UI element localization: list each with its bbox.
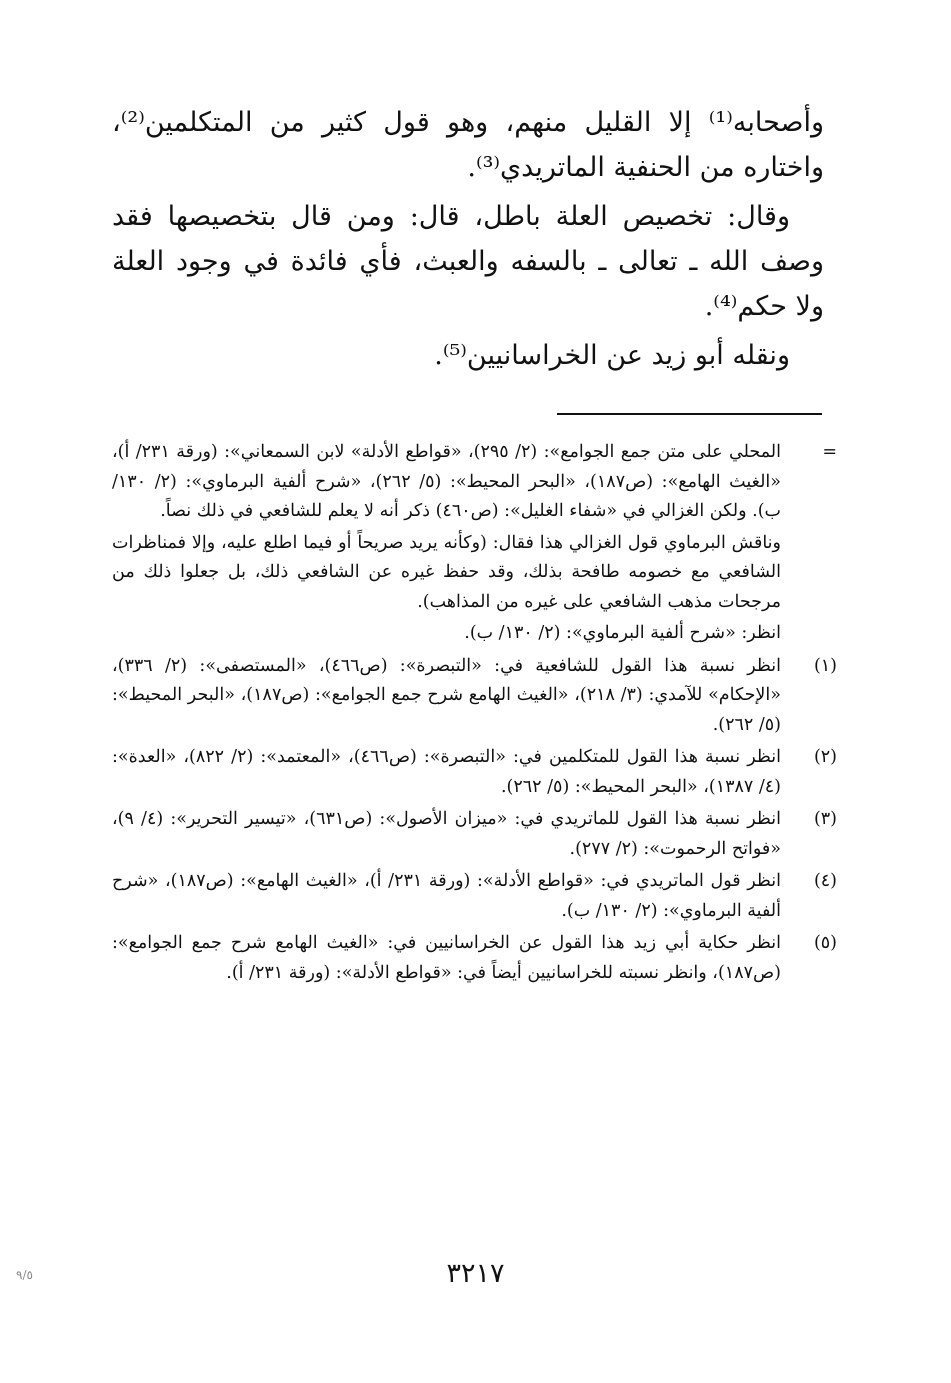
footnote-body [112, 805, 781, 864]
footnotes [112, 438, 837, 991]
main-paragraph-3: ونقله أبو زيد عن الخراسانيين⁽⁵⁾. [434, 340, 790, 371]
footnote-1 [112, 652, 837, 741]
footnote-body [112, 743, 781, 802]
footnote-text: المحلي على متن جمع الجوامع»: (٢/ ٢٩٥)، «قواطع الأدلة» لابن السمعاني»: (ورقة ٢٣١/ أ)، «الغيث الهامع»: (ص١٨٧)، «البحر المحيط»: (٥/ ٢٦٢)، «شرح ألفية البرماوي»: (٢/ ١٣٠/ ب). ولكن الغزالي في «شفاء الغليل»: (ص٤٦٠) ذكر أنه لا يعلم للشافعي في ذلك نصاً. [112, 442, 782, 521]
main-paragraph-2: وقال: تخصيص العلة باطل، قال: ومن قال بتخصيصها فقد وصف الله ـ تعالى ـ بالسفه والعبث، فأي فائدة في وجود العلة ولا حكم⁽⁴⁾. [112, 201, 824, 322]
footnote-marker: (٤) [813, 871, 837, 891]
margin-mark: ٩/٥ [16, 1268, 33, 1282]
footnote-body [112, 652, 781, 741]
main-paragraph-1: وأصحابه⁽¹⁾ إلا القليل منهم، وهو قول كثير من المتكلمين⁽²⁾، واختاره من الحنفية الماتريدي⁽³⁾. [112, 107, 824, 183]
footnote-text: انظر نسبة هذا القول للماتريدي في: «ميزان الأصول»: (ص٦٣١)، «تيسير التحرير»: (٤/ ٩)، «فواتح الرحموت»: (٢/ ٢٧٧). [112, 809, 781, 859]
footnote-text: انظر قول الماتريدي في: «قواطع الأدلة»: (ورقة ٢٣١/ أ)، «الغيث الهامع»: (ص١٨٧)، «شرح ألفية البرماوي»: (٢/ ١٣٠/ ب). [112, 871, 781, 921]
main-text [112, 100, 824, 378]
footnote-marker: (٣) [813, 809, 837, 829]
footnote-marker: (١) [813, 655, 837, 676]
footnote-text: انظر نسبة هذا القول للمتكلمين في: «التبصرة»: (ص٤٦٦)، «المعتمد»: (٢/ ٨٢٢)، «العدة»: (٤/ ١٣٨٧)، «البحر المحيط»: (٥/ ٢٦٢). [112, 747, 781, 797]
footnote-body [112, 929, 781, 988]
footnote-continuation [112, 438, 837, 649]
footnote-body [112, 867, 781, 926]
page-number: ٣٢١٧ [446, 1258, 505, 1289]
footnote-marker: (٥) [813, 933, 837, 953]
footnote-divider [557, 413, 822, 415]
footnote-text: وناقش البرماوي قول الغزالي هذا فقال: (وكأنه يريد صريحاً أو فيما اطلع عليه، وإلا فمناظرات الشافعي مع خصومه طافحة بذلك، وقد حفظ غيره عن الشافعي ذلك، بل جعلوا ذلك من مرجحات مذهب الشافعي على غيره من المذاهب). [112, 532, 781, 612]
footnote-5 [112, 929, 837, 988]
footnote-3 [112, 805, 837, 864]
footnote-2 [112, 743, 837, 802]
footnote-text: انظر حكاية أبي زيد هذا القول عن الخراسانيين في: «الغيث الهامع شرح جمع الجوامع»: (ص١٨٧)، وانظر نسبته للخراسانيين أيضاً في: «قواطع الأدلة»: (ورقة ٢٣١/ أ). [112, 933, 781, 983]
footnote-marker: (٢) [813, 747, 837, 767]
footnote-body [112, 438, 781, 649]
footnote-4 [112, 867, 837, 926]
footnote-text: انظر نسبة هذا القول للشافعية في: «التبصرة»: (ص٤٦٦)، «المستصفى»: (٢/ ٣٣٦)، «الإحكام» للآمدي: (٣/ ٢١٨)، «الغيث الهامع شرح جمع الجوامع»: (ص١٨٧)، «البحر المحيط»: (٥/ ٢٦٢). [112, 655, 781, 735]
footnote-text: انظر: «شرح ألفية البرماوي»: (٢/ ١٣٠/ ب). [464, 623, 781, 643]
footnote-marker: = [822, 442, 837, 462]
